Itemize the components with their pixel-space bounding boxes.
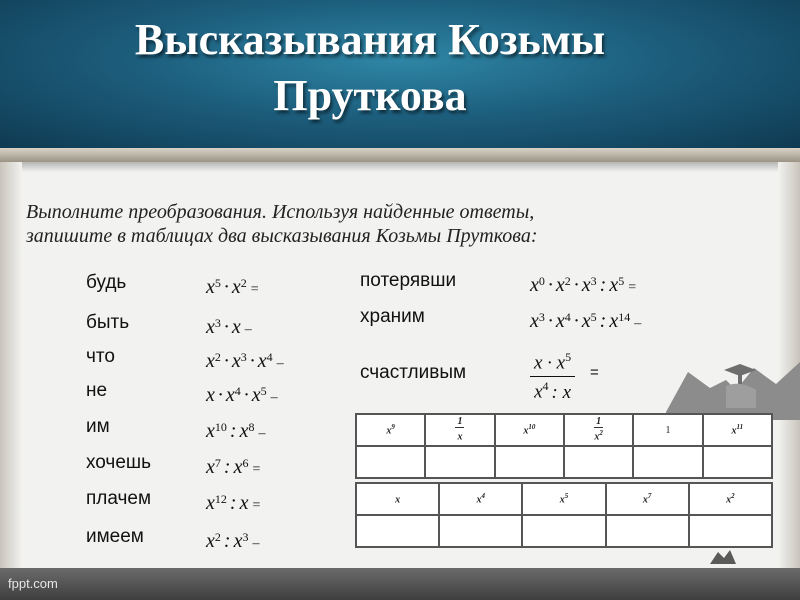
expression-base: x	[231, 276, 241, 298]
fraction-numerator	[530, 350, 575, 377]
power-expression	[206, 384, 278, 409]
expression-tail: =	[252, 462, 261, 477]
expression-exponent: 0	[538, 274, 545, 288]
cell-base: x	[731, 425, 737, 437]
fraction-denominator	[530, 377, 575, 403]
expression-tail: –	[252, 536, 260, 551]
expression-base: x	[581, 310, 591, 332]
table-answer-cell[interactable]	[703, 446, 772, 478]
expression-tail: –	[634, 316, 642, 331]
expression-base: x	[206, 492, 215, 514]
table-answer-cell[interactable]	[689, 515, 772, 547]
expression-tail: =	[252, 498, 261, 513]
exercise-word: храним	[360, 306, 425, 327]
table-header-cell	[633, 414, 702, 446]
expression-exponent: 2	[214, 530, 221, 544]
table-header-cell	[564, 414, 633, 446]
cell-denominator	[594, 428, 603, 442]
table-answer-cell[interactable]	[522, 515, 605, 547]
expression-base: x	[257, 350, 267, 372]
expression-operator: :	[599, 310, 607, 332]
exercise-word: счастливым	[360, 362, 467, 383]
cell-fraction	[594, 417, 603, 442]
answer-table-2	[355, 482, 773, 548]
cell-exponent: 4	[481, 492, 486, 501]
table-answer-cell[interactable]	[564, 446, 633, 478]
expression-operator: ·	[573, 274, 579, 296]
expression-exponent: 3	[590, 274, 597, 288]
expression-exponent: 10	[214, 420, 227, 434]
expression-tail: –	[244, 322, 252, 337]
expression-exponent: 5	[590, 310, 597, 324]
expression-base: x	[609, 274, 619, 296]
expression-exponent: 14	[618, 310, 631, 324]
cell-base: x	[559, 494, 565, 506]
cell-exponent: 2	[731, 492, 735, 501]
expression-base: x	[231, 316, 241, 338]
cell-base: x	[395, 494, 401, 506]
expression-base: x	[555, 274, 565, 296]
expression-tail: –	[258, 426, 266, 441]
expression-operator: :	[599, 274, 607, 296]
table-header-cell	[425, 414, 494, 446]
expression-base: x	[206, 350, 215, 372]
power-expression	[530, 310, 641, 335]
exercise-word: что	[86, 346, 115, 367]
table-answer-cell[interactable]	[495, 446, 564, 478]
power-expression	[530, 274, 636, 299]
expression-base: x	[206, 530, 215, 552]
cell-base: x	[476, 494, 482, 506]
cell-base: x	[386, 425, 392, 437]
slide-title-line-1: Высказывания Козьмы	[134, 15, 606, 64]
denominator-exponent: 4	[542, 379, 549, 394]
expression-exponent: 3	[240, 350, 247, 364]
expression-exponent: 5	[214, 276, 221, 290]
exercise-word: плачем	[86, 488, 152, 509]
denominator-tail: : x	[551, 381, 572, 403]
title-banner	[0, 0, 800, 148]
cell-denominator	[455, 428, 464, 442]
student-figure-icon	[708, 548, 738, 566]
exercise-word: им	[86, 416, 110, 437]
decorative-band	[0, 148, 800, 162]
table-answer-row	[356, 515, 772, 547]
expression-tail: –	[270, 390, 278, 405]
table-header-cell	[522, 483, 605, 515]
band-shadow	[0, 162, 800, 172]
table-answer-row	[356, 446, 772, 478]
expression-exponent: 4	[564, 310, 571, 324]
expression-base: x	[530, 310, 539, 332]
expression-exponent: 7	[214, 456, 221, 470]
expression-base: x	[225, 384, 235, 406]
exercise-word: будь	[86, 272, 127, 293]
expression-operator: ·	[243, 384, 249, 406]
exercise-word: быть	[86, 312, 130, 333]
instruction-line-2: запишите в таблицах два высказывания Козьмы Пруткова:	[26, 225, 538, 247]
power-expression	[206, 492, 260, 517]
instruction-text	[26, 200, 766, 248]
table-answer-cell[interactable]	[356, 446, 425, 478]
expression-exponent: 3	[538, 310, 545, 324]
left-frame-shadow	[0, 162, 22, 568]
power-expression	[206, 350, 284, 375]
slide-title-line-2: Пруткова	[273, 71, 467, 120]
numerator-text: x · x	[534, 352, 566, 374]
expression-exponent: 2	[240, 276, 247, 290]
instruction-line-1: Выполните преобразования. Используя найденные ответы,	[26, 201, 535, 223]
expression-exponent: 4	[234, 384, 241, 398]
expression-operator: ·	[249, 350, 255, 372]
cell-denominator-base: x	[594, 431, 600, 443]
expression-base: x	[206, 276, 215, 298]
expression-tail: –	[276, 356, 284, 371]
footer-brand[interactable]: fppt.com	[8, 576, 58, 591]
table-header-row	[356, 483, 772, 515]
table-answer-cell[interactable]	[356, 515, 439, 547]
table-header-cell	[356, 483, 439, 515]
cell-base: x	[726, 494, 732, 506]
slide-title	[0, 12, 740, 124]
cell-fraction	[455, 417, 464, 442]
cell-numerator: 1	[457, 416, 463, 428]
expression-operator: ·	[547, 310, 553, 332]
table-answer-cell[interactable]	[633, 446, 702, 478]
expression-base: x	[206, 456, 215, 478]
expression-operator: ·	[547, 274, 553, 296]
denominator-base: x	[534, 381, 543, 403]
table-header-cell	[606, 483, 689, 515]
expression-exponent: 12	[214, 492, 227, 506]
expression-operator: ·	[223, 276, 229, 298]
expression-base: x	[239, 420, 249, 442]
expression-operator: :	[229, 492, 237, 514]
expression-operator: :	[229, 420, 237, 442]
expression-base: x	[206, 384, 215, 406]
cell-denominator-exponent: 2	[599, 429, 603, 438]
table-answer-cell[interactable]	[606, 515, 689, 547]
cell-exponent: 7	[647, 492, 652, 501]
expression-base: x	[530, 274, 539, 296]
expression-exponent: 3	[214, 316, 221, 330]
fraction-expression	[530, 350, 575, 404]
expression-base: x	[555, 310, 565, 332]
table-header-cell	[356, 414, 425, 446]
numerator-exponent: 5	[565, 350, 572, 364]
cell-base: x	[523, 425, 529, 437]
table-header-cell	[703, 414, 772, 446]
expression-base: x	[233, 530, 243, 552]
expression-exponent: 5	[618, 274, 625, 288]
expression-exponent: 4	[266, 350, 273, 364]
expression-operator: ·	[223, 350, 229, 372]
power-expression	[206, 420, 265, 445]
power-expression	[206, 276, 259, 301]
expression-operator: ·	[573, 310, 579, 332]
cell-denominator-base: x	[457, 431, 463, 443]
graduation-figure-icon	[666, 360, 800, 420]
cell-base: x	[642, 494, 648, 506]
table-header-row	[356, 414, 772, 446]
table-header-cell	[495, 414, 564, 446]
expression-exponent: 6	[242, 456, 249, 470]
expression-exponent: 2	[564, 274, 571, 288]
cell-exponent: 11	[736, 423, 744, 432]
footer-bar	[0, 568, 800, 600]
expression-tail: =	[590, 364, 599, 381]
expression-base: x	[251, 384, 261, 406]
expression-tail: =	[628, 280, 637, 295]
exercise-word: потерявши	[360, 270, 457, 291]
expression-base: x	[239, 492, 249, 514]
table-answer-cell[interactable]	[425, 446, 494, 478]
expression-operator: :	[223, 530, 231, 552]
expression-operator: ·	[217, 384, 223, 406]
expression-base: x	[581, 274, 591, 296]
expression-base: x	[233, 456, 243, 478]
cell-exponent: 5	[564, 492, 569, 501]
table-header-cell	[439, 483, 522, 515]
expression-exponent: 5	[260, 384, 267, 398]
expression-base: x	[206, 316, 215, 338]
expression-base: x	[231, 350, 241, 372]
power-expression	[206, 456, 260, 481]
expression-base: x	[206, 420, 215, 442]
cell-exponent: 9	[391, 423, 395, 432]
exercise-word: хочешь	[86, 452, 152, 473]
expression-tail: =	[250, 282, 259, 297]
expression-base: x	[609, 310, 619, 332]
cell-exponent: 10	[528, 423, 536, 432]
power-expression	[206, 316, 252, 341]
expression-exponent: 2	[214, 350, 221, 364]
table-header-cell	[689, 483, 772, 515]
expression-exponent: 3	[242, 530, 249, 544]
expression-exponent: 8	[248, 420, 255, 434]
cell-numerator: 1	[596, 416, 602, 428]
table-answer-cell[interactable]	[439, 515, 522, 547]
expression-operator: ·	[223, 316, 229, 338]
exercise-word: не	[86, 380, 108, 401]
expression-operator: :	[223, 456, 231, 478]
answer-table-1	[355, 413, 773, 479]
cell-text: 1	[665, 424, 671, 436]
exercise-word: имеем	[86, 526, 144, 547]
power-expression	[206, 530, 259, 555]
